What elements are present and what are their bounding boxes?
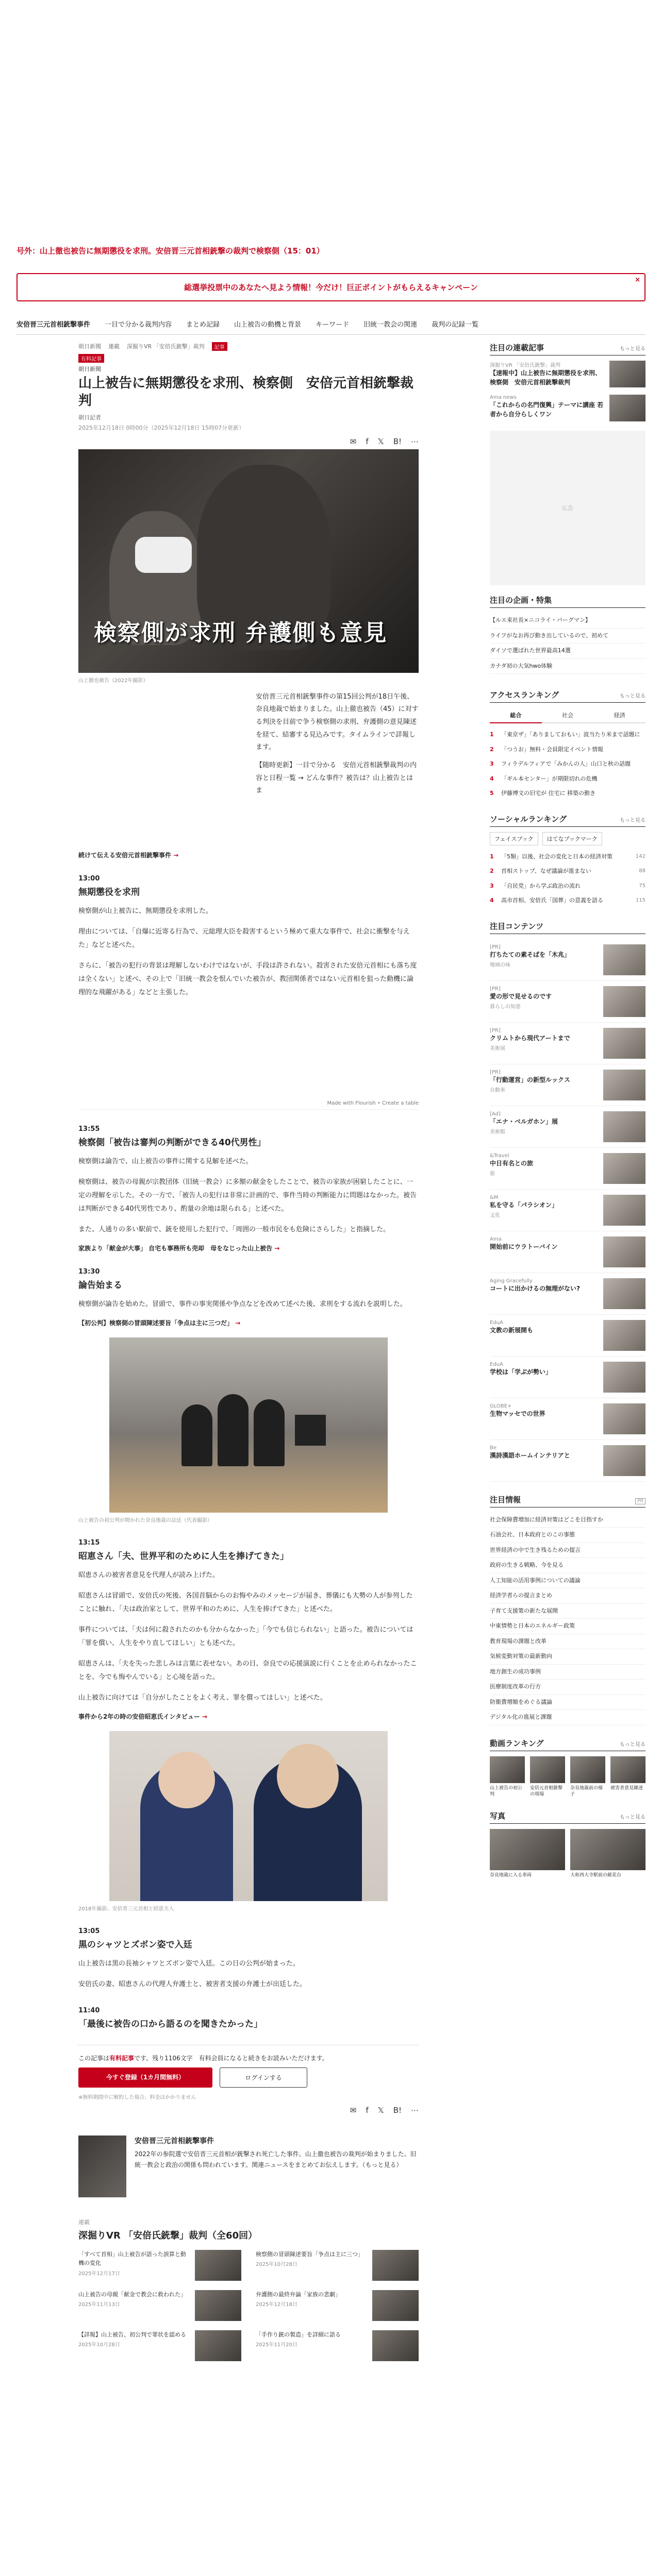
more-link[interactable]: 続けて伝える安倍元首相銃撃事件 → — [78, 851, 419, 859]
lead-spacer — [78, 691, 249, 845]
timeline-time: 13:30 — [78, 1267, 100, 1276]
timeline-paragraph: 昭恵さんは、「夫を失った悲しみは言葉に表せない。あの日、奈良での応援演説に行くことを止められなかったことを、今でも悔やんでいる」と心境を語った。 — [78, 1659, 417, 1681]
sidebar-header: 注目情報 PR — [490, 1494, 646, 1507]
related-item[interactable]: 「すべて首相」山上被告が語った誤算と動機の変化 2025年12月17日 — [78, 2250, 241, 2281]
list-item[interactable]: 子育て支援策の新たな展開 — [490, 1604, 646, 1619]
hero-image — [78, 449, 419, 673]
ranking-item[interactable]: 2 「つうお」無料・会員限定イベント情報 — [490, 745, 603, 753]
paywall — [78, 2045, 419, 2100]
article-dates: 2025年12月18日 0時00分（2025年12月18日 15時07分更新） — [78, 424, 244, 431]
topic-nav-item[interactable]: 山上被告の動機と背景 — [234, 321, 302, 329]
share-bar — [78, 437, 419, 446]
sidebar-article[interactable]: Ama news 「これからの名門復興」テーマに講座 若者から自分らしくワン — [490, 395, 646, 421]
series-description: 2022年の参院選で安倍晋三元首相が銃撃され死亡した事件。山上徹也被告の裁判が始まりました。旧統一教会と政治の関係も問われています。関連ニュースをまとめてお伝えします。（もっと見る） — [135, 2150, 417, 2169]
attention-item[interactable]: Aging Gracefully コートに出かけるの無理がない? — [490, 1273, 646, 1315]
list-item[interactable]: 人工知能の活用事例についての議論 — [490, 1573, 646, 1589]
lead-paragraph: 安倍晋三元首相銃撃事件の第15回公判が18日午後、奈良地裁で始まりました。山上徹也被告（45）に対する判決を目前で争う検察側の求刑、弁護側の意見陳述を経て、結審する見込みです。タイムラインで詳報します。 — [256, 692, 419, 752]
hero-caption: 山上徹也被告（2022年撮影） — [78, 677, 148, 684]
related-link[interactable]: 家族より「献金が大事」 自宅も事務所も売却 母をなじった山上被告 → — [78, 1244, 419, 1252]
related-link[interactable]: 事件から2年の時の安倍昭恵氏インタビュー → — [78, 1712, 419, 1721]
related-item[interactable]: 弁護側の最終弁論「家族の悲劇」 2025年12月18日 — [256, 2290, 419, 2321]
ranking-item[interactable]: 5 伊藤博文の旧宅が 住宅に 移築の動き — [490, 790, 595, 796]
tab-total[interactable]: 総合 — [490, 708, 542, 723]
embed-credit[interactable]: Made with Flourish • Create a table — [327, 1100, 419, 1106]
pr-badge: PR — [635, 1498, 646, 1504]
timeline-paragraph: 検察側が山上被告に、無期懲役を求刑した。 — [78, 907, 213, 915]
video-card[interactable]: 奈良地裁前の様子 — [570, 1756, 605, 1798]
timeline-paragraph: 山上被告は黒の長袖シャツとズボン姿で入廷。この日の公判が始まった。 — [78, 1959, 300, 1968]
sidebar-header: アクセスランキング もっと見る — [490, 689, 646, 703]
sidebar-header: 動画ランキング もっと見る — [490, 1738, 646, 1751]
video-card[interactable]: 安倍元首相銃撃の現場 — [530, 1756, 565, 1798]
social-tabs — [490, 832, 646, 845]
sidebar-header: ソーシャルランキング もっと見る — [490, 814, 646, 827]
list-item[interactable]: 中東情勢と日本のエネルギー政策 — [490, 1619, 646, 1634]
blank-header-area — [0, 0, 662, 242]
topic-nav-item[interactable]: キーワード — [316, 321, 350, 329]
lead-paragraph[interactable]: 【随時更新】一目で分かる 安倍元首相銃撃裁判の内容と日程一覧 → どんな事件？被告は？山上被告とは ま — [256, 761, 420, 795]
list-item[interactable]: 気候変動対策の最新動向 — [490, 1649, 646, 1665]
topic-nav — [16, 313, 646, 335]
login-button[interactable]: ログインする — [220, 2067, 307, 2088]
list-item[interactable]: ダイソで選ばれた世界最高14選 — [490, 643, 646, 659]
subscribe-button[interactable]: 今すぐ登録（1カ月間無料） — [78, 2067, 212, 2088]
timeline-paragraph: 昭恵さんの被害者意見を代理人が読み上げた。 — [78, 1571, 220, 1579]
list-item[interactable]: 政府の生きる戦略、今を見る — [490, 1558, 646, 1573]
related-item[interactable]: 検察側の冒頭陳述要旨「争点は主に三つ」 2025年10月28日 — [256, 2250, 419, 2281]
share-bar-bottom — [78, 2106, 419, 2115]
more-link[interactable]: もっと見る — [620, 1741, 646, 1748]
timeline-paragraph: 検察側は論告で、山上被告の事件に関する見解を述べた。 — [78, 1157, 253, 1165]
breaking-news-text[interactable]: 号外：山上徹也被告に無期懲役を求刑。安倍晋三元首相銃撃の裁判で検察側（15：01） — [16, 246, 324, 256]
timeline-time: 13:00 — [78, 874, 100, 883]
timeline-paragraph: 理由については、「自爆に近寄る行為で、元総理大臣を殺害するという極めて重大な事件で、社会に衝撃を与えた」などと述べた。 — [78, 927, 410, 949]
topic-nav-item[interactable]: 裁判の記録一覧 — [432, 321, 479, 329]
social-ranking-item[interactable]: 1 「5類」以後、社会の変化と日本の経済対策 142 — [490, 853, 646, 860]
breadcrumb — [78, 342, 419, 351]
timeline-paragraph: 検察側は、被告の母親が宗教団体（旧統一教会）に多額の献金をしたことで、被告の家族が困窮したことに、一定の理解を示した。その一方で、「被告人の犯行は非常に計画的で、事件当時の判断能力に問題はなかった。被告は判断ができる40代男性であり、酌量の余地は限られる」と述べた。 — [78, 1178, 417, 1213]
list-item[interactable]: 石油会社、日本政府とのこの事態 — [490, 1528, 646, 1543]
campaign-text[interactable]: 総選挙投票中のあなたへ見よう情報！今だけ！巨正ポイントがもらえるキャンペーン — [184, 283, 478, 292]
more-link[interactable]: もっと見る — [620, 693, 646, 699]
timeline-title: 無期懲役を求刑 — [78, 887, 140, 897]
ad-slot[interactable]: 広告 — [490, 431, 646, 585]
attention-item[interactable]: &Travel 中日有名との旅 旅 — [490, 1148, 646, 1190]
video-card[interactable]: 被害者意見陳述 — [610, 1756, 646, 1798]
topic-nav-item[interactable]: 一目で分かる裁判内容 — [105, 321, 172, 329]
sidebar — [490, 342, 646, 1878]
related-grid — [78, 2250, 419, 2361]
hatena-bookmark-icon[interactable]: B! — [393, 436, 402, 446]
attention-item[interactable]: [PR] 打ちたての素そばを「木兆」 地域の味 — [490, 939, 646, 981]
breadcrumb-item[interactable]: 深掘りVR 「安倍氏銃撃」裁判 — [127, 343, 205, 350]
timeline-paragraph: 検察側が論告を始めた。冒頭で、事件の事実関係や争点などを改めて述べた後、求刑をする流れを説明した。 — [78, 1300, 407, 1308]
news-list — [490, 1513, 646, 1725]
ranking-item[interactable]: 1 「東京ザ」「ありましておもい」波当たり米まで話題に — [490, 731, 640, 738]
topic-nav-item[interactable]: 安倍晋三元首相銃撃事件 — [16, 321, 91, 329]
article-headline: 山上被告に無期懲役を求刑、検察側 安倍元首相銃撃裁判 — [78, 376, 414, 409]
related-link[interactable]: 【初公判】検察側の冒頭陳述要旨「争点は主に三つだ」 → — [78, 1318, 419, 1327]
video-ranking — [490, 1756, 646, 1798]
flourish-embed — [78, 1007, 419, 1110]
timeline-title: 黒のシャツとズボン姿で入廷 — [78, 1939, 192, 1950]
attention-item[interactable]: [PR] 「行動運営」の新型ルックス 自動車 — [490, 1064, 646, 1106]
timeline-paragraph: また、人通りの多い駅前で、銃を使用した犯行で、「周囲の一般市民をも危険にさらした」と指摘した。 — [78, 1225, 390, 1233]
photo-card[interactable]: 奈良地裁に入る車両 — [490, 1829, 565, 1879]
timeline-title: 論告始まる — [78, 1280, 122, 1291]
list-item[interactable]: 地方創生の成功事例 — [490, 1665, 646, 1680]
list-item[interactable]: 経済学者らの提言まとめ — [490, 1588, 646, 1604]
timeline-paragraph: 事件については、「夫は何に殺されたのかも分からなかった」「今でも信じられない」と語った。被告については「罪を償い、人生をやり直してほしい」とも述べた。 — [78, 1625, 413, 1647]
paywall-message: この記事は有料記事です。残り1106文字 有料会員になると続きをお読みいただけます。 — [78, 2054, 328, 2062]
breadcrumb-item[interactable]: 記事 — [212, 342, 227, 351]
attention-item[interactable]: [Ad] 「エナ・ベルガホン」展 美術館 — [490, 1106, 646, 1148]
article-kicker: 朝日新聞 — [78, 366, 101, 372]
paid-article-badge: 有料記事 — [78, 354, 104, 363]
facebook-icon[interactable]: f — [366, 2105, 369, 2115]
photo-card[interactable]: 大和西大寺駅前の献花台 — [570, 1829, 646, 1879]
attention-item[interactable]: [PR] 愛の形で見せるのです 暮らしの知恵 — [490, 981, 646, 1023]
social-ranking-item[interactable]: 3 「自民党」から学ぶ政治の流れ 75 — [490, 882, 646, 889]
related-item[interactable]: 【詳報】山上被告、初公判で罪状を認める 2025年10月28日 — [78, 2330, 241, 2361]
feature-list — [490, 613, 646, 674]
series-card[interactable] — [78, 2136, 419, 2197]
sidebar-header: 写真 もっと見る — [490, 1810, 646, 1824]
tab-facebook[interactable]: フェイスブック — [490, 832, 538, 845]
timeline-title: 「最後に被告の口から語るのを聞きたかった」 — [78, 2019, 262, 2029]
lead-section — [78, 691, 419, 845]
topic-nav-item[interactable]: 旧統一教会の関連 — [363, 321, 418, 329]
article-main — [78, 342, 419, 2361]
close-icon[interactable]: × — [635, 276, 640, 284]
hatena-bookmark-icon[interactable]: B! — [393, 2105, 402, 2115]
attention-item[interactable]: [PR] クリムトから現代アートまで 美術展 — [490, 1023, 646, 1064]
attention-item[interactable]: GLOBE+ 生物マッセでの世界 — [490, 1398, 646, 1440]
related-item[interactable]: 山上被告の母親「献金で教会に救われた」 2025年11月13日 — [78, 2290, 241, 2321]
x-icon[interactable]: 𝕏 — [377, 2105, 384, 2115]
related-title[interactable]: 深掘りVR 「安倍氏銃撃」裁判（全60回） — [78, 2230, 258, 2241]
tab-economy[interactable]: 経済 — [593, 708, 646, 723]
tab-society[interactable]: 社会 — [542, 708, 594, 723]
campaign-banner[interactable] — [16, 273, 646, 301]
attention-item[interactable]: Ama 開始前にウラトーバイン — [490, 1231, 646, 1273]
timeline-paragraph: 昭恵さんは冒頭で、安倍氏の死後、各国首脳からのお悔やみのメッセージが届き、葬儀にも大勢の人が参列したことに触れ、「夫は政治家として、世界平和のために、人生を捧げてきた」と述べた。 — [78, 1591, 413, 1613]
hero-overlay-text: 検察側が求刑 弁護側も意見 — [94, 619, 388, 646]
sidebar-article[interactable]: 深掘りVR 「安倍氏銃撃」裁判 【速報中】山上被告に無期懲役を求刑、検察側 安倍元首相銃撃裁判 — [490, 361, 646, 387]
facebook-icon[interactable]: f — [366, 436, 369, 446]
ranking-item[interactable]: 4 「ギル本センター」が期限切れの危機 — [490, 775, 598, 782]
mail-icon[interactable]: ✉ — [350, 436, 357, 446]
breadcrumb-item[interactable]: 朝日新聞 — [78, 343, 101, 350]
list-item[interactable]: 【ルエ来社長×ニコライ・バーグマン】 — [490, 613, 646, 629]
list-item[interactable]: デジタル化の進展と課題 — [490, 1710, 646, 1725]
attention-item[interactable]: EduA 文教の新展開も — [490, 1315, 646, 1357]
timeline-time: 13:05 — [78, 1927, 100, 1935]
video-card[interactable]: 山上被告の初公判 — [490, 1756, 525, 1798]
timeline-paragraph: 安倍氏の妻、昭恵さんの代理人弁護士と、被害者支援の弁護士が出廷した。 — [78, 1980, 307, 1988]
list-item[interactable]: カナダ初の大気hwo体験 — [490, 659, 646, 674]
more-icon[interactable]: ⋯ — [411, 2105, 419, 2115]
list-item[interactable]: 社会保障費増加に経済対策はどこを目指すか — [490, 1513, 646, 1528]
timeline-paragraph: さらに、「被告の犯行の背景は理解しないわけではないが、手段は許されない。殺害された安倍元首相にも落ち度は全くない」と述べ、その上で「旧統一教会を恨んでいた被告が、教団関係者ではない元首相を狙った動機に論理的な飛躍がある」などと主張した。 — [78, 961, 417, 996]
author-byline[interactable]: 朝日記者 — [78, 414, 101, 421]
timeline-time: 13:15 — [78, 1538, 100, 1547]
topic-nav-item[interactable]: まとめ記録 — [186, 321, 220, 329]
breaking-news-banner[interactable] — [16, 242, 646, 259]
sidebar-header: 注目コンテンツ — [490, 921, 646, 934]
mail-icon[interactable]: ✉ — [350, 2105, 357, 2115]
timeline-title: 昭恵さん「夫、世界平和のために人生を捧げてきた」 — [78, 1551, 289, 1562]
attention-item[interactable]: Be 漢詩漢語ホームインテリアと — [490, 1440, 646, 1482]
sidebar-header: 注目の連載記事 もっと見る — [490, 342, 646, 355]
attention-item[interactable]: &M 私を守る「パラシオン」 文化 — [490, 1190, 646, 1231]
attention-item[interactable]: EduA 学校は「学ぶが勢い」 — [490, 1357, 646, 1398]
timeline-title: 検察側「被告は審判の判断ができる40代男性」 — [78, 1137, 266, 1148]
couple-photo — [109, 1731, 388, 1901]
list-item[interactable]: 教育現場の課題と改革 — [490, 1634, 646, 1650]
photo-caption: 2018年撮影、安倍晋三元首相と昭恵夫人 — [78, 1906, 174, 1912]
paywall-note: ※無料期間中に解約した場合、料金はかかりません — [78, 2094, 196, 2100]
list-item[interactable]: 世界経済の中で生き残るための提言 — [490, 1543, 646, 1558]
tab-hatena[interactable]: はてなブックマーク — [542, 832, 602, 845]
social-ranking-item[interactable]: 4 高市首相、安倍氏「国葬」の意義を語る 115 — [490, 897, 646, 904]
more-link[interactable]: もっと見る — [620, 817, 646, 823]
list-item[interactable]: 医療制度改革の行方 — [490, 1680, 646, 1695]
sidebar-header: 注目の企画・特集 — [490, 595, 646, 608]
timeline-paragraph: 山上被告に向けては「自分がしたことをよく考え、罪を償ってほしい」と述べた。 — [78, 1693, 327, 1702]
more-icon[interactable]: ⋯ — [411, 436, 419, 446]
breadcrumb-item[interactable]: 連載 — [108, 343, 120, 350]
series-thumbnail[interactable] — [78, 2136, 126, 2197]
more-link[interactable]: もっと見る — [620, 346, 646, 352]
social-ranking-item[interactable]: 2 首相ストップ、なぜ議論が進まない 88 — [490, 868, 646, 874]
timeline-time: 11:40 — [78, 2006, 100, 2014]
ranking-tabs — [490, 708, 646, 723]
ranking-item[interactable]: 3 フィラデルフィアで「みかんの人」山口と秋の話題 — [490, 760, 631, 767]
photo-caption: 山上被告の初公判が開かれた奈良地裁の法廷（代表撮影） — [78, 1517, 212, 1523]
x-icon[interactable]: 𝕏 — [377, 436, 384, 446]
courtroom-photo — [109, 1337, 388, 1513]
series-title[interactable]: 安倍晋三元首相銃撃事件 — [135, 2137, 214, 2145]
timeline-time: 13:55 — [78, 1125, 100, 1133]
related-kicker: 連載 — [78, 2218, 90, 2226]
photo-strip — [490, 1829, 646, 1879]
more-link[interactable]: もっと見る — [620, 1814, 646, 1820]
related-item[interactable]: 「手作り銃の製造」を詳細に語る 2025年11月20日 — [256, 2330, 419, 2361]
list-item[interactable]: 防衛費増額をめぐる議論 — [490, 1695, 646, 1710]
list-item[interactable]: ライフがなお再び動き出しているので、初めて — [490, 629, 646, 644]
